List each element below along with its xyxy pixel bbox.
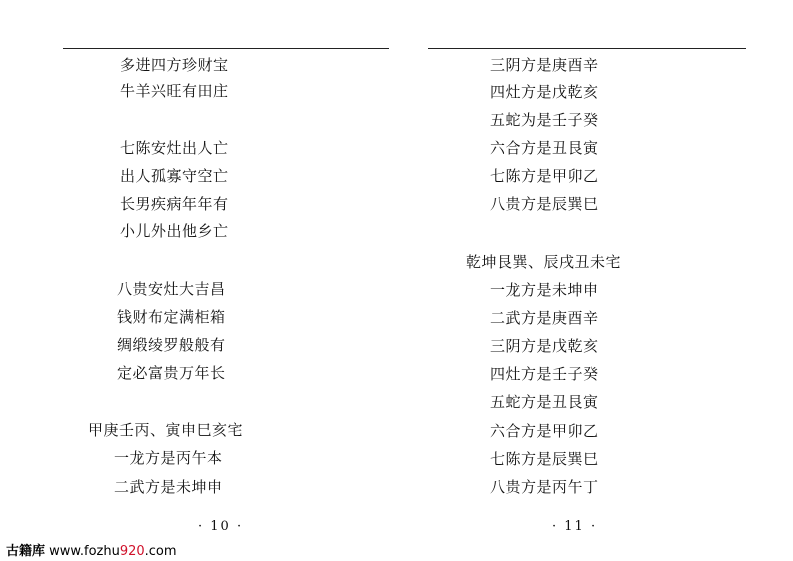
text-line: 六合方是甲卯乙 <box>490 422 599 440</box>
text-line: 七陈安灶出人亡 <box>120 139 229 157</box>
text-line: 三阴方是庚酉辛 <box>490 56 599 74</box>
watermark-url-suffix: .com <box>144 544 177 559</box>
text-line: 出人孤寡守空亡 <box>120 167 229 185</box>
text-line: 八贵方是辰巽巳 <box>490 195 599 213</box>
text-line: 长男疾病年年有 <box>120 195 229 213</box>
text-line: 一龙方是丙午本 <box>114 449 223 467</box>
text-line: 小儿外出他乡亡 <box>120 222 229 240</box>
page-number-right: · 11 · <box>552 519 598 534</box>
section-heading: 甲庚壬丙、寅申巳亥宅 <box>88 421 244 439</box>
watermark <box>6 540 177 559</box>
text-line: 二武方是未坤申 <box>114 478 223 496</box>
watermark-url-prefix: www.fozhu <box>49 544 120 559</box>
text-line: 钱财布定满柜箱 <box>117 308 226 326</box>
watermark-url-highlight: 920 <box>119 544 145 559</box>
text-line: 四灶方是戊乾亥 <box>490 83 599 101</box>
text-line: 牛羊兴旺有田庄 <box>120 82 229 100</box>
text-line: 四灶方是壬子癸 <box>490 365 599 383</box>
text-line: 五蛇方是丑艮寅 <box>490 393 599 411</box>
watermark-site-name: 古籍库 <box>6 544 46 559</box>
text-line: 定必富贵万年长 <box>117 364 226 382</box>
text-line: 七陈方是辰巽巳 <box>490 450 599 468</box>
text-line: 五蛇为是壬子癸 <box>490 111 599 129</box>
text-line: 七陈方是甲卯乙 <box>490 167 599 185</box>
text-line: 三阴方是戊乾亥 <box>490 337 599 355</box>
text-line: 八贵方是丙午丁 <box>490 478 599 496</box>
text-line: 六合方是丑艮寅 <box>490 139 599 157</box>
page-number-left: · 10 · <box>198 519 244 534</box>
text-line: 绸缎绫罗般般有 <box>117 336 226 354</box>
text-line: 二武方是庚酉辛 <box>490 309 599 327</box>
text-line: 多进四方珍财宝 <box>120 56 229 74</box>
text-line: 一龙方是未坤申 <box>490 281 599 299</box>
top-rule-right <box>428 48 746 49</box>
text-line: 八贵安灶大吉昌 <box>117 280 226 298</box>
section-heading: 乾坤艮巽、辰戌丑未宅 <box>466 253 622 271</box>
top-rule-left <box>63 48 389 49</box>
